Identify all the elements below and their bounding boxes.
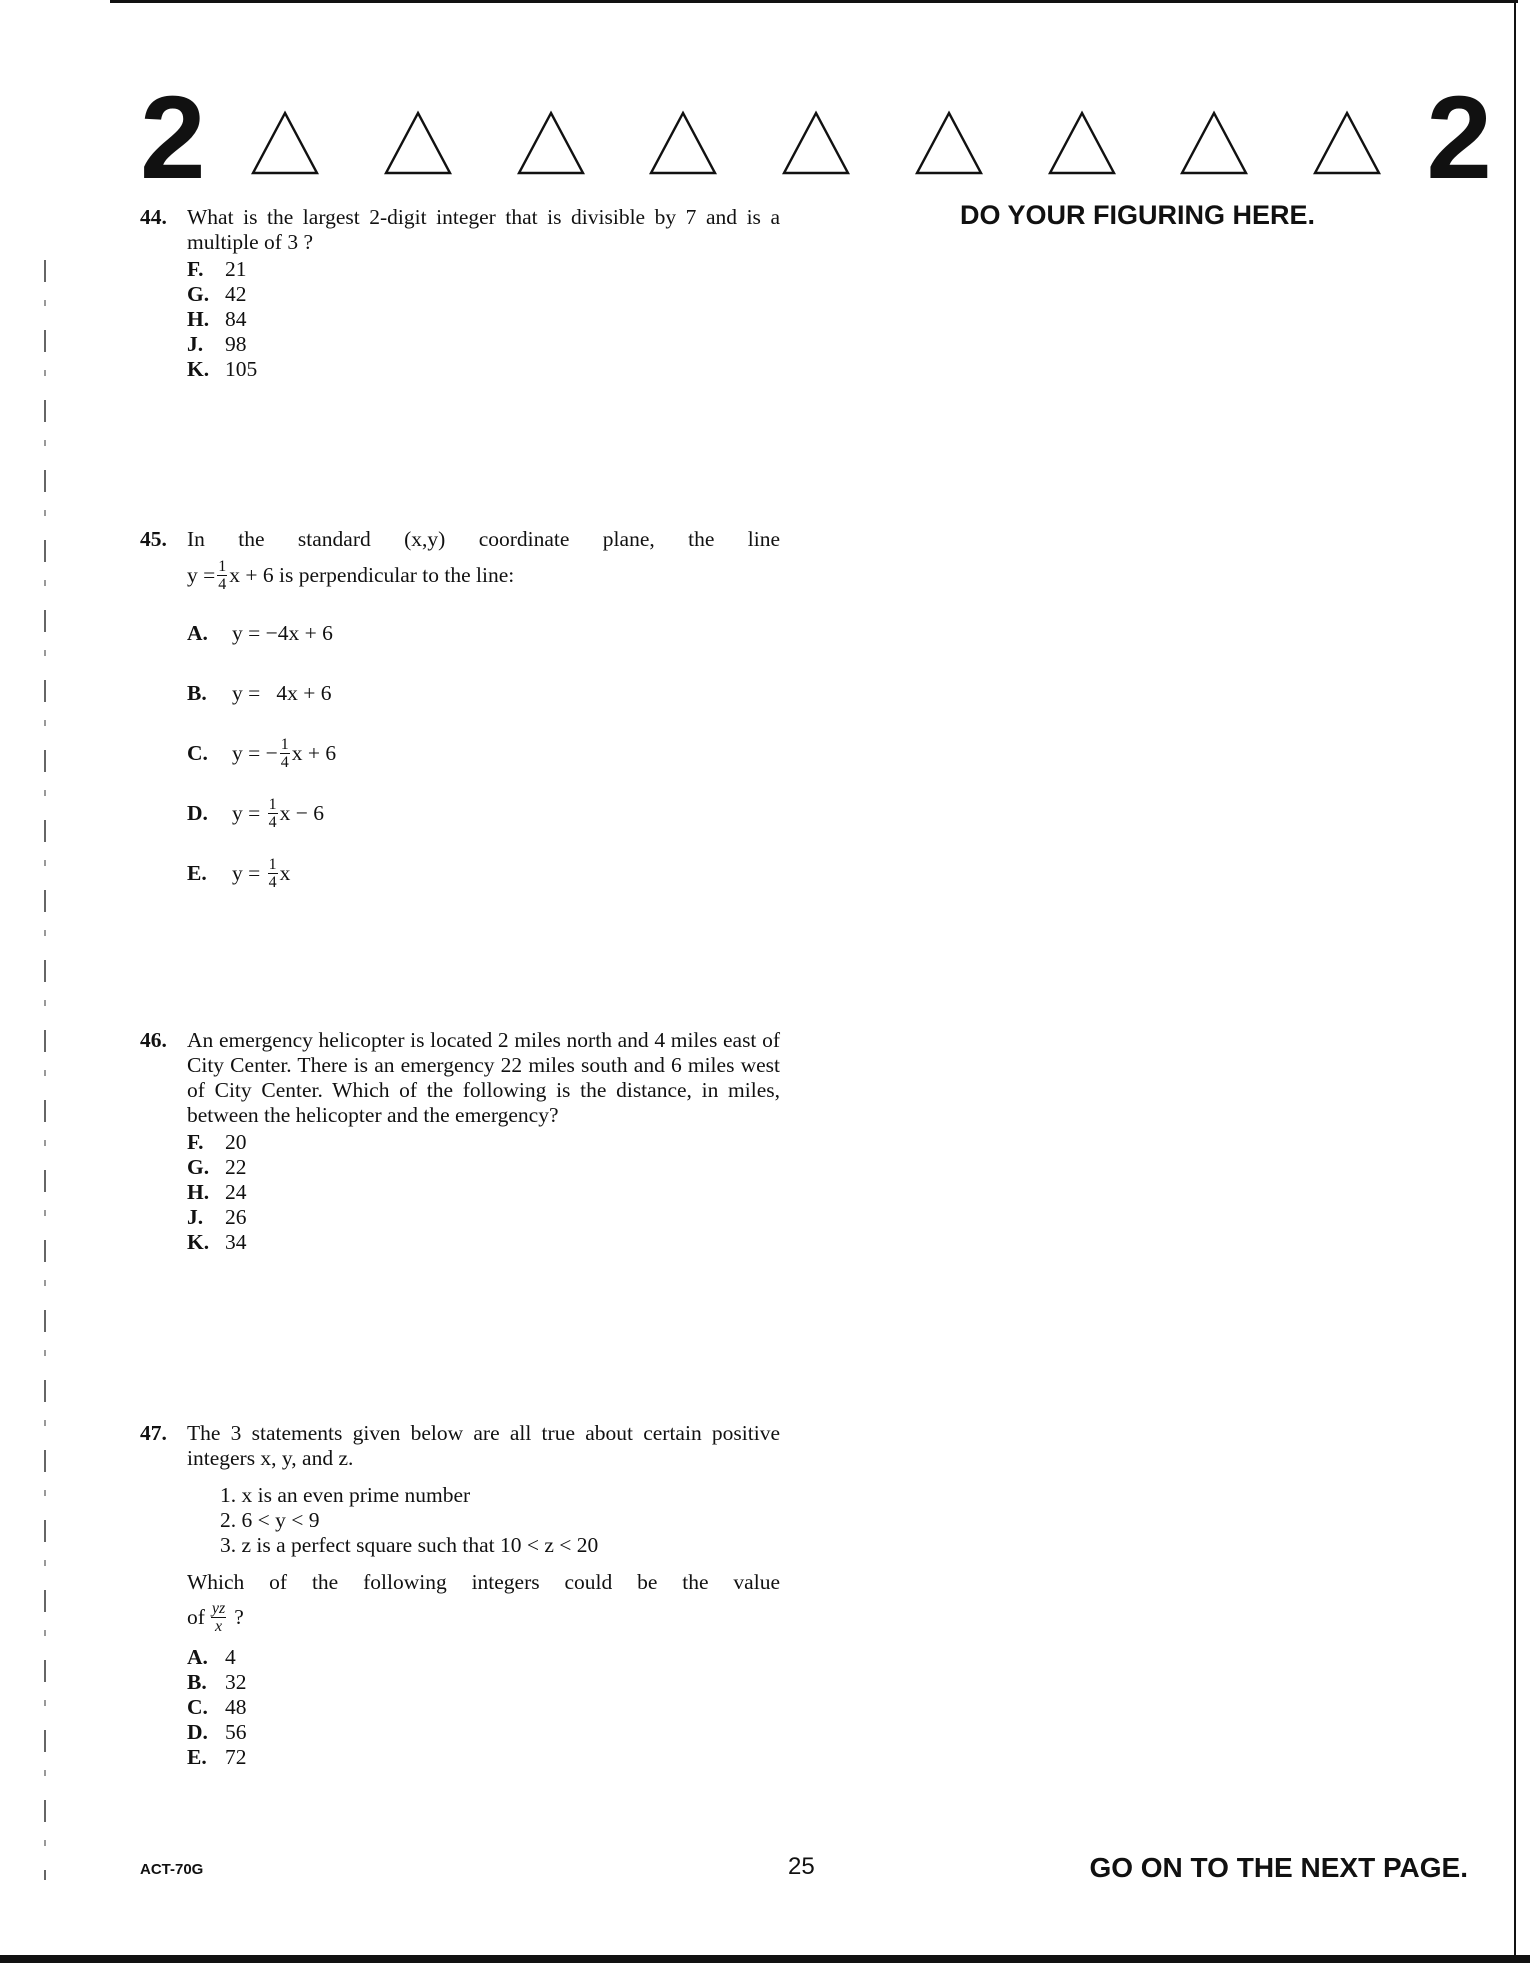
option-value: 48: [225, 1695, 247, 1719]
answer-option[interactable]: [187, 1205, 780, 1230]
option-letter: C.: [187, 1695, 208, 1719]
option-letter: D.: [187, 1720, 208, 1744]
answer-option[interactable]: [187, 307, 780, 332]
page-number: 25: [788, 1853, 815, 1880]
expression-prefix: of: [187, 1604, 205, 1629]
statement-list: [220, 1483, 780, 1558]
option-value: 20: [225, 1130, 247, 1154]
answer-options: [187, 257, 780, 382]
option-value: 105: [225, 357, 258, 381]
answer-options: [187, 1645, 780, 1770]
fraction: $\frac{1}{4}$: [218, 558, 227, 593]
option-value: 32: [225, 1670, 247, 1694]
fraction: $\frac{1}{4}$: [280, 735, 289, 771]
option-letter: H.: [187, 1180, 210, 1204]
answer-option[interactable]: [187, 1670, 780, 1695]
option-letter: J.: [187, 1205, 204, 1229]
question-stem: What is the largest 2-digit integer that is divisible by 7 and is a multiple of 3 ?: [187, 205, 780, 254]
question-number: 45.: [140, 527, 167, 551]
question-46: [140, 1028, 780, 1255]
question-expression: [187, 1595, 780, 1639]
option-value: y =: [232, 860, 266, 885]
bottom-rule: [0, 1955, 1530, 1963]
question-equation: [187, 558, 514, 593]
test-code: ACT-70G: [140, 1861, 204, 1878]
answer-options: [187, 1130, 780, 1255]
option-letter: F.: [187, 257, 204, 281]
equation-lhs: y =: [187, 563, 216, 587]
triangle-outline-icon: [516, 110, 586, 176]
option-value: y = −4x + 6: [232, 620, 333, 645]
option-value: 26: [225, 1205, 247, 1229]
option-value: 21: [225, 257, 247, 281]
option-value: 84: [225, 307, 247, 331]
question-45: [140, 527, 780, 903]
option-letter: G.: [187, 1155, 210, 1179]
question-stem: In the standard (x,y) coordinate plane, the line: [187, 527, 780, 551]
option-value: 22: [225, 1155, 247, 1179]
option-letter: E.: [187, 1745, 207, 1769]
answer-option[interactable]: [187, 1155, 780, 1180]
triangle-outline-icon: [383, 110, 453, 176]
statement: 2. 6 < y < 9: [220, 1508, 320, 1532]
answer-option[interactable]: [187, 1180, 780, 1205]
answer-options: [187, 603, 780, 903]
option-letter: K.: [187, 357, 210, 381]
question-number: 46.: [140, 1028, 167, 1052]
question-lead: Which of the following integers could be the value: [187, 1570, 780, 1594]
triangle-outline-icon: [914, 110, 984, 176]
option-letter: B.: [187, 1670, 207, 1694]
option-value: x + 6: [291, 740, 337, 765]
question-stem: An emergency helicopter is located 2 miles north and 4 miles east of City Center. There is an emergency 22 miles south and 6 miles west of City Center. Which of the following is the distance, in miles, between the helicopter and the emergency?: [187, 1028, 780, 1127]
figuring-label: DO YOUR FIGURING HERE.: [960, 200, 1316, 230]
answer-option[interactable]: [187, 357, 780, 382]
answer-option[interactable]: [187, 282, 780, 307]
question-number: 44.: [140, 205, 167, 229]
fraction: $\frac{1}{4}$: [268, 795, 277, 831]
answer-option[interactable]: [187, 257, 780, 282]
section-number-left: 2: [140, 72, 206, 204]
option-value: x: [279, 860, 291, 885]
question-47: [140, 1421, 780, 1770]
answer-option[interactable]: [187, 663, 780, 723]
answer-option[interactable]: [187, 783, 780, 843]
section-header: [140, 72, 1492, 204]
triangle-outline-icon: [1312, 110, 1382, 176]
option-letter: H.: [187, 307, 210, 331]
triangle-outline-icon: [250, 110, 320, 176]
option-value: 42: [225, 282, 247, 306]
option-value: 98: [225, 332, 247, 356]
question-44: [140, 205, 780, 382]
option-letter: D.: [187, 800, 208, 825]
option-value: y =: [232, 800, 266, 825]
section-number-right: 2: [1426, 72, 1492, 204]
fraction: $\frac{yz}{x}$: [211, 1599, 226, 1635]
answer-option[interactable]: [187, 1130, 780, 1155]
option-letter: G.: [187, 282, 210, 306]
option-value: x − 6: [279, 800, 325, 825]
answer-option[interactable]: [187, 1230, 780, 1255]
triangle-outline-icon: [1047, 110, 1117, 176]
answer-option[interactable]: [187, 332, 780, 357]
option-letter: A.: [187, 1645, 208, 1669]
expression-suffix: ?: [234, 1604, 244, 1629]
answer-option[interactable]: [187, 723, 780, 783]
answer-option[interactable]: [187, 1745, 780, 1770]
option-value: 24: [225, 1180, 247, 1204]
option-value: 72: [225, 1745, 247, 1769]
question-stem: The 3 statements given below are all true about certain positive integers x, y, and z.: [187, 1421, 780, 1470]
option-value: 56: [225, 1720, 247, 1744]
top-rule: [110, 0, 1518, 3]
option-letter: J.: [187, 332, 204, 356]
fraction: $\frac{1}{4}$: [268, 855, 277, 891]
answer-option[interactable]: [187, 1720, 780, 1745]
answer-option[interactable]: [187, 603, 780, 663]
statement: 1. x is an even prime number: [220, 1483, 471, 1507]
option-letter: F.: [187, 1130, 204, 1154]
question-number: 47.: [140, 1421, 167, 1445]
right-rule: [1514, 0, 1516, 1960]
option-value: 34: [225, 1230, 247, 1254]
option-letter: B.: [187, 680, 207, 705]
option-letter: K.: [187, 1230, 210, 1254]
option-value: y = −: [232, 740, 278, 765]
triangle-outline-icon: [648, 110, 718, 176]
statement: 3. z is a perfect square such that 10 < z < 20: [220, 1533, 599, 1557]
option-letter: A.: [187, 620, 208, 645]
answer-option[interactable]: [187, 843, 780, 903]
triangle-row: [250, 110, 1382, 180]
triangle-outline-icon: [781, 110, 851, 176]
option-value: y = 4x + 6: [232, 680, 332, 705]
option-letter: E.: [187, 860, 207, 885]
answer-option[interactable]: [187, 1695, 780, 1720]
answer-option[interactable]: [187, 1645, 780, 1670]
margin-dashes: [44, 260, 46, 1880]
option-value: 4: [225, 1645, 236, 1669]
option-letter: C.: [187, 740, 208, 765]
go-on-label: GO ON TO THE NEXT PAGE.: [1089, 1852, 1468, 1883]
triangle-outline-icon: [1179, 110, 1249, 176]
equation-tail: x + 6 is perpendicular to the line:: [229, 563, 515, 587]
